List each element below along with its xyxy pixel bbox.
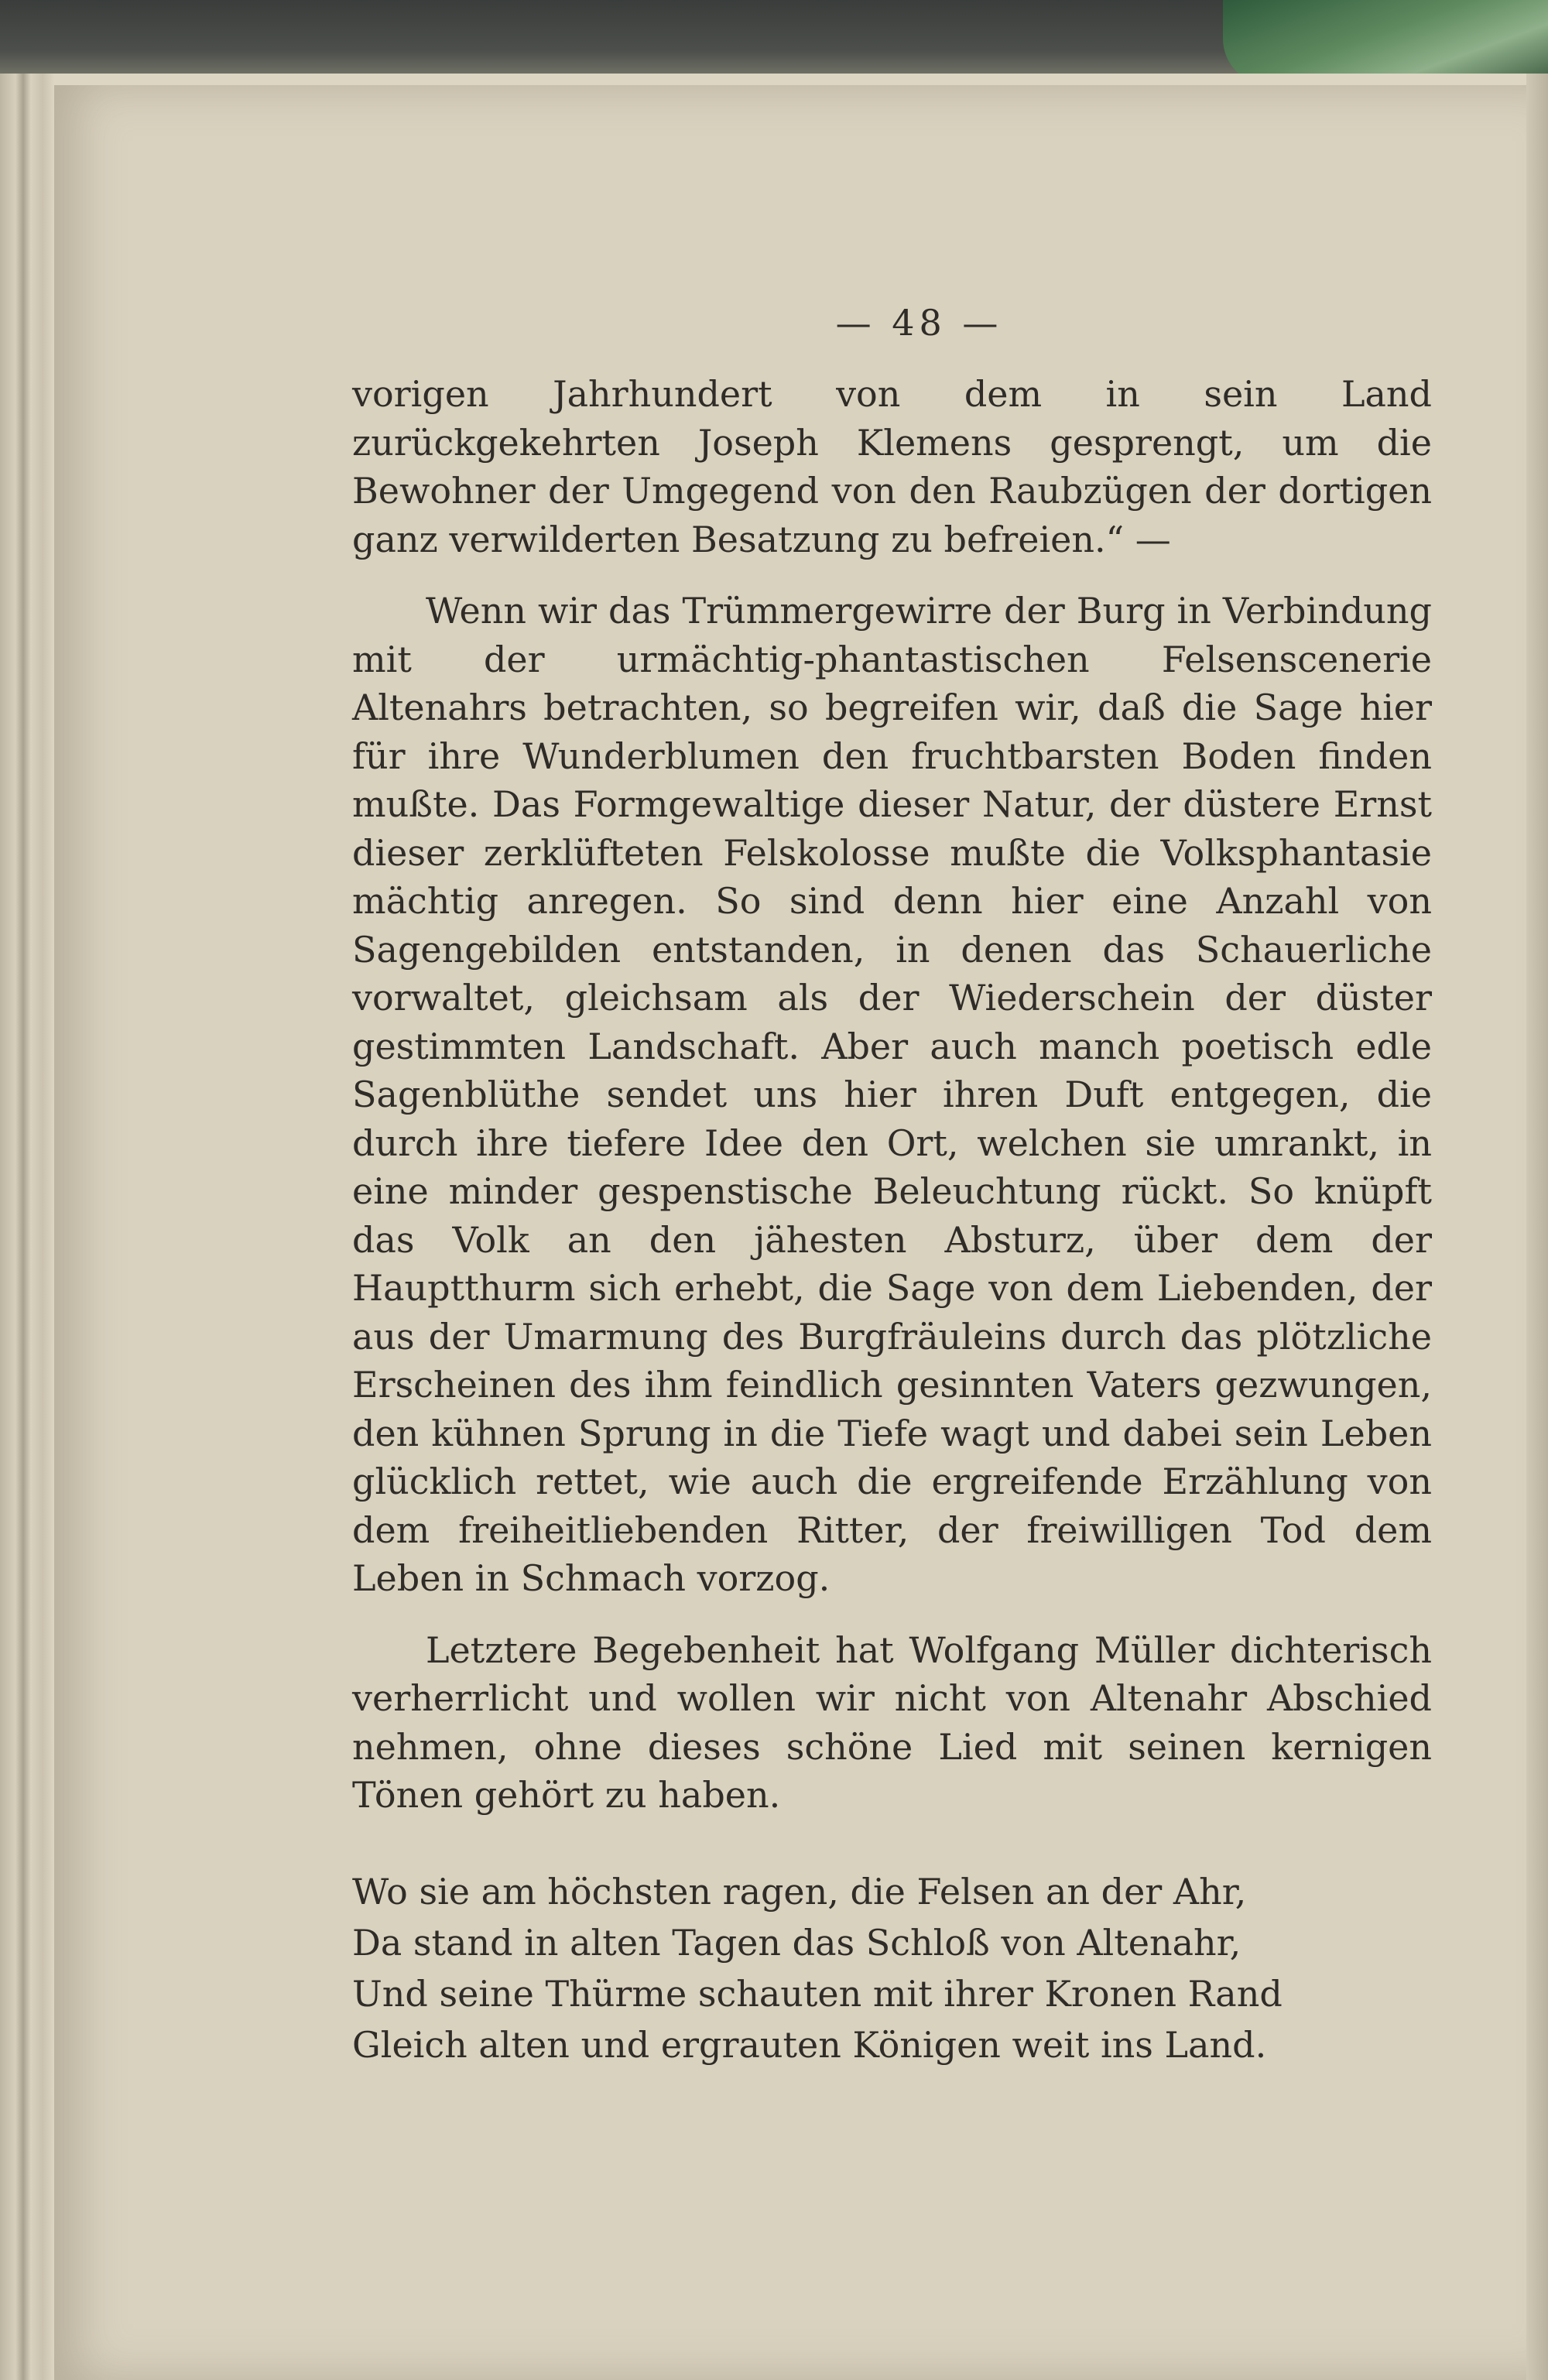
page-right-edge — [1526, 74, 1548, 2380]
poem-line: Und seine Thürme schauten mit ihrer Kronen Rand — [352, 1972, 1283, 2015]
paragraph-wolfgang-mueller: Letztere Begebenheit hat Wolfgang Müller dichterisch verherrlicht und wollen wir nicht von Altenahr Abschied nehmen, ohne dieses schöne Lied mit seinen kernigen Tönen gehört zu haben. — [352, 1628, 1432, 1816]
paragraph-continuation: vorigen Jahrhundert von dem in sein Land zurückgekehrten Joseph Klemens gesprengt, um die Bewohner der Umgegend von den Raubzügen der dortigen ganz verwilderten Besatzung zu befreien.“ — — [352, 373, 1432, 560]
green-bookmark-cloth — [1223, 0, 1548, 85]
poem-line: Gleich alten und ergrauten Königen weit ins Land. — [352, 2023, 1267, 2066]
page-number: — 48 — — [835, 302, 1003, 344]
page-content — [352, 302, 1432, 2070]
paragraph-burg-sagen: Wenn wir das Trümmergewirre der Burg in Verbindung mit der urmächtig-phantastischen Felsenscenerie Altenahrs betrachten, so begreifen wir, daß die Sage hier für ihre Wunderblumen den fruchtbarsten Boden finden mußte. Das Formgewaltige dieser Natur, der düstere Ernst dieser zerklüfteten Felskolosse mußte die Volksphantasie mächtig anregen. So sind denn hier eine Anzahl von Sagengebilden entstanden, in denen das Schauerliche vorwaltet, gleichsam als der Wiederschein der düster gestimmten Landschaft. Aber auch manch poetisch edle Sagenblüthe sendet uns hier ihren Duft entgegen, die durch ihre tiefere Idee den Ort, welchen sie umrankt, in eine minder gespenstische Beleuchtung rückt. So knüpft das Volk an den jähesten Absturz, über dem der Hauptthurm sich erhebt, die Sage von dem Liebenden, der aus der Umarmung des Burgfräuleins durch das plötzliche Erscheinen des ihm feindlich gesinnten Vaters gezwungen, den kühnen Sprung in die Tiefe wagt und dabei sein Leben glücklich rettet, wie auch die ergreifende Erzählung von dem freiheitliebenden Ritter, der freiwilligen Tod dem Leben in Schmach vorzog. — [352, 590, 1432, 1599]
poem-stanza — [352, 1866, 1432, 2070]
poem-line: Da stand in alten Tagen das Schloß von Altenahr, — [352, 1921, 1241, 1964]
poem-line: Wo sie am höchsten ragen, die Felsen an der Ahr, — [352, 1870, 1247, 1913]
